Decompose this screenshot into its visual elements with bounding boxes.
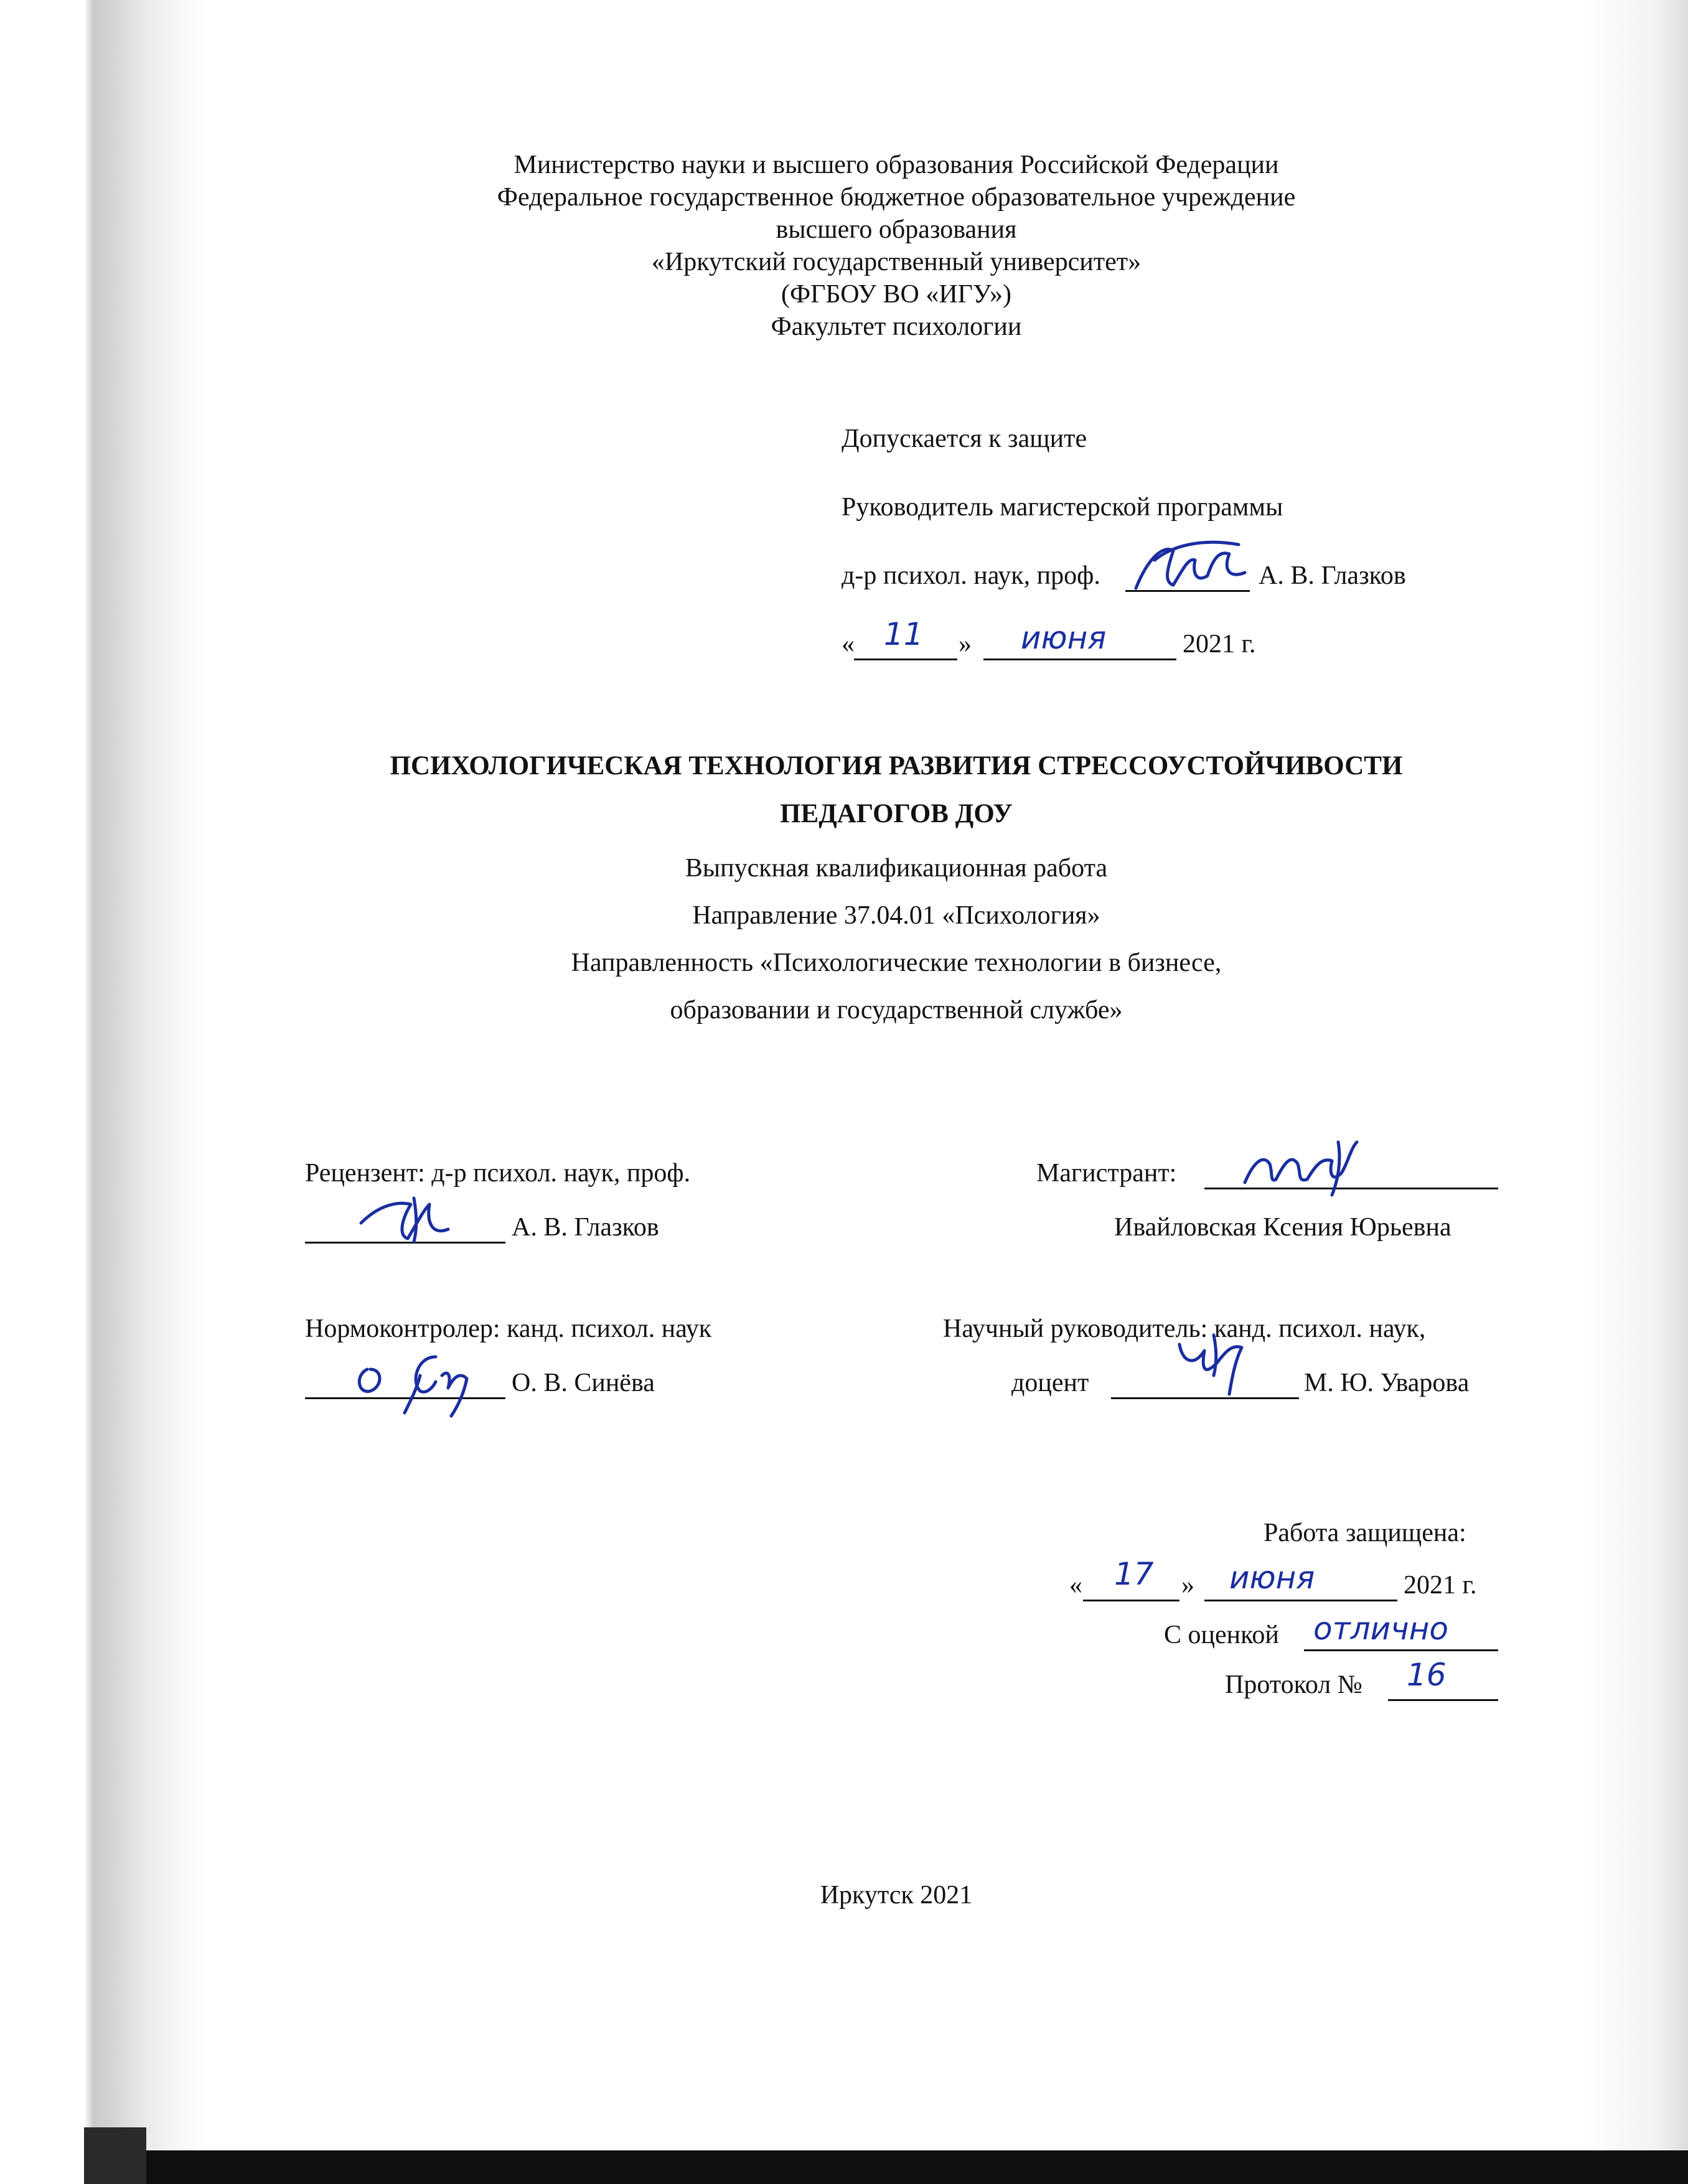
approval-date-day: 11 [884, 616, 924, 652]
normcontrol-name: О. В. Синёва [512, 1369, 655, 1397]
approval-day-line [854, 658, 957, 660]
approval-degree: д-р психол. наук, проф. [842, 561, 1100, 590]
faculty-line: Факультет психологии [771, 312, 1022, 341]
defense-date-open: « [1069, 1571, 1082, 1600]
defense-day-line [1083, 1600, 1179, 1601]
student-label: Магистрант: [1036, 1159, 1177, 1188]
scan-bottom-corner [84, 2127, 146, 2184]
approval-head-name: А. В. Глазков [1259, 561, 1406, 590]
approval-month-line [983, 658, 1176, 660]
supervisor-name: М. Ю. Уварова [1304, 1369, 1470, 1397]
institution-type-line: Федеральное государственное бюджетное образовательное учреждение [497, 183, 1296, 212]
defense-label: Работа защищена: [1264, 1519, 1466, 1547]
ministry-line: Министерство науки и высшего образования Российской Федерации [513, 151, 1279, 179]
normcontrol-signature [349, 1332, 485, 1419]
protocol-value: 16 [1407, 1657, 1447, 1693]
grade-value: отлично [1313, 1611, 1448, 1647]
normcontrol-label: Нормоконтролер: канд. психол. наук [305, 1315, 712, 1343]
approval-date-close: » [959, 630, 972, 658]
work-focus-line2: образовании и государственной службе» [670, 996, 1123, 1024]
student-signature [1239, 1136, 1369, 1198]
approval-admit: Допускается к защите [842, 424, 1087, 453]
defense-date-year: 2021 г. [1404, 1571, 1477, 1600]
defense-date-close: » [1181, 1571, 1194, 1600]
approval-date-year: 2021 г. [1183, 630, 1256, 658]
reviewer-name: А. В. Глазков [512, 1213, 659, 1242]
student-name: Ивайловская Ксения Юрьевна [1114, 1213, 1451, 1242]
city-year: Иркутск 2021 [820, 1881, 973, 1910]
scan-left-shadow [0, 0, 205, 2184]
scan-bottom-edge [84, 2150, 1688, 2184]
supervisor-label: Научный руководитель: канд. психол. наук, [943, 1315, 1426, 1343]
supervisor-prefix: доцент [1011, 1369, 1089, 1397]
reviewer-label: Рецензент: д-р психол. наук, проф. [305, 1159, 691, 1188]
thesis-title-line2: ПЕДАГОГОВ ДОУ [780, 799, 1013, 828]
university-name-line: «Иркутский государственный университет» [651, 248, 1142, 276]
education-level-line: высшего образования [776, 215, 1017, 244]
work-focus-line1: Направленность «Психологические технологии в бизнесе, [571, 949, 1222, 977]
university-abbrev-line: (ФГБОУ ВО «ИГУ») [781, 280, 1012, 309]
approval-program-head: Руководитель магистерской программы [842, 493, 1283, 522]
thesis-title-line1: ПСИХОЛОГИЧЕСКАЯ ТЕХНОЛОГИЯ РАЗВИТИЯ СТРЕССОУСТОЙЧИВОСТИ [390, 751, 1403, 780]
reviewer-signature [355, 1186, 467, 1248]
grade-label: С оценкой [1164, 1621, 1279, 1649]
protocol-line [1388, 1699, 1498, 1701]
work-type: Выпускная квалификационная работа [685, 854, 1108, 883]
approval-date-month: июня [1021, 620, 1107, 656]
grade-line [1304, 1649, 1498, 1651]
defense-date-month: июня [1229, 1560, 1315, 1596]
supervisor-signature [1170, 1326, 1251, 1407]
scan-right-edge [1582, 0, 1688, 2184]
defense-date-day: 17 [1114, 1556, 1154, 1592]
approval-date-open: « [842, 630, 855, 658]
protocol-label: Протокол № [1225, 1671, 1362, 1699]
approval-signature [1130, 532, 1254, 601]
work-direction: Направление 37.04.01 «Психология» [692, 901, 1100, 930]
defense-month-line [1204, 1600, 1397, 1601]
